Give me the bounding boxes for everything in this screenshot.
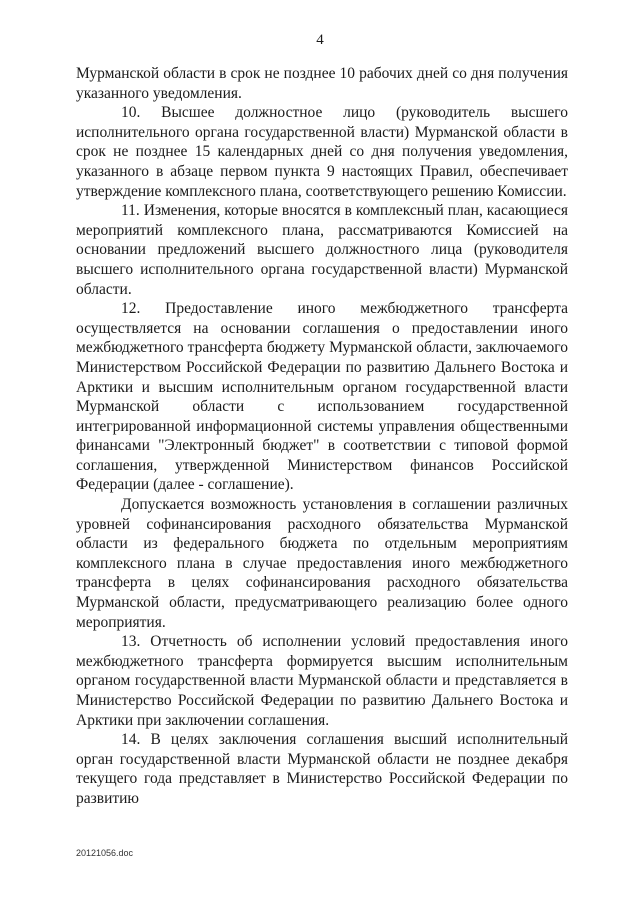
paragraph-item-13: 13. Отчетность об исполнении условий предоставления иного межбюджетного трансферта формируется высшим исполнительным органом государственной власти Мурманской области и представляется в Министерство Российской Федерации по развитию Дальнего Востока и Арктики при заключении соглашения. (76, 633, 568, 729)
paragraph-continuation: Мурманской области в срок не позднее 10 рабочих дней со дня получения указанного уведомления. (76, 65, 568, 102)
paragraph-item-14: 14. В целях заключения соглашения высший исполнительный орган государственной власти Мурманской области не позднее декабря текущего года представляет в Министерство Российской Федерации по развитию (76, 731, 568, 807)
paragraph-item-12-cofinancing: Допускается возможность установления в соглашении различных уровней софинансирования расходного обязательства Мурманской области из федерального бюджета по отдельным мероприятиям комплексного плана в случае предоставления иного межбюджетного трансферта в целях софинансирования расходного обязательства Мурманской области, предусматривающего реализацию более одного мероприятия. (76, 496, 568, 631)
page-number: 4 (316, 32, 324, 48)
document-body (76, 64, 568, 809)
paragraph-item-12: 12. Предоставление иного межбюджетного трансферта осуществляется на основании соглашения о предоставлении иного межбюджетного трансферта бюджету Мурманской области, заключаемого Министерством Российской Федерации по развитию Дальнего Востока и Арктики и высшим исполнительным органом государственной власти Мурманской области с использованием государственной интегрированной информационной системы управления общественными финансами "Электронный бюджет" в соответствии с типовой формой соглашения, утвержденной Министерством финансов Российской Федерации (далее - соглашение). (76, 300, 568, 494)
paragraph-item-11: 11. Изменения, которые вносятся в комплексный план, касающиеся мероприятий комплексного плана, рассматриваются Комиссией на основании предложений высшего должностного лица (руководителя высшего исполнительного органа государственной власти) Мурманской области. (76, 202, 568, 298)
document-file-code: 20121056.doc (76, 848, 134, 858)
paragraph-item-10: 10. Высшее должностное лицо (руководитель высшего исполнительного органа государственной власти) Мурманской области в срок не позднее 15 календарных дней со дня получения уведомления, указанного в абзаце первом пункта 9 настоящих Правил, обеспечивает утверждение комплексного плана, соответствующего решению Комиссии. (76, 104, 568, 200)
